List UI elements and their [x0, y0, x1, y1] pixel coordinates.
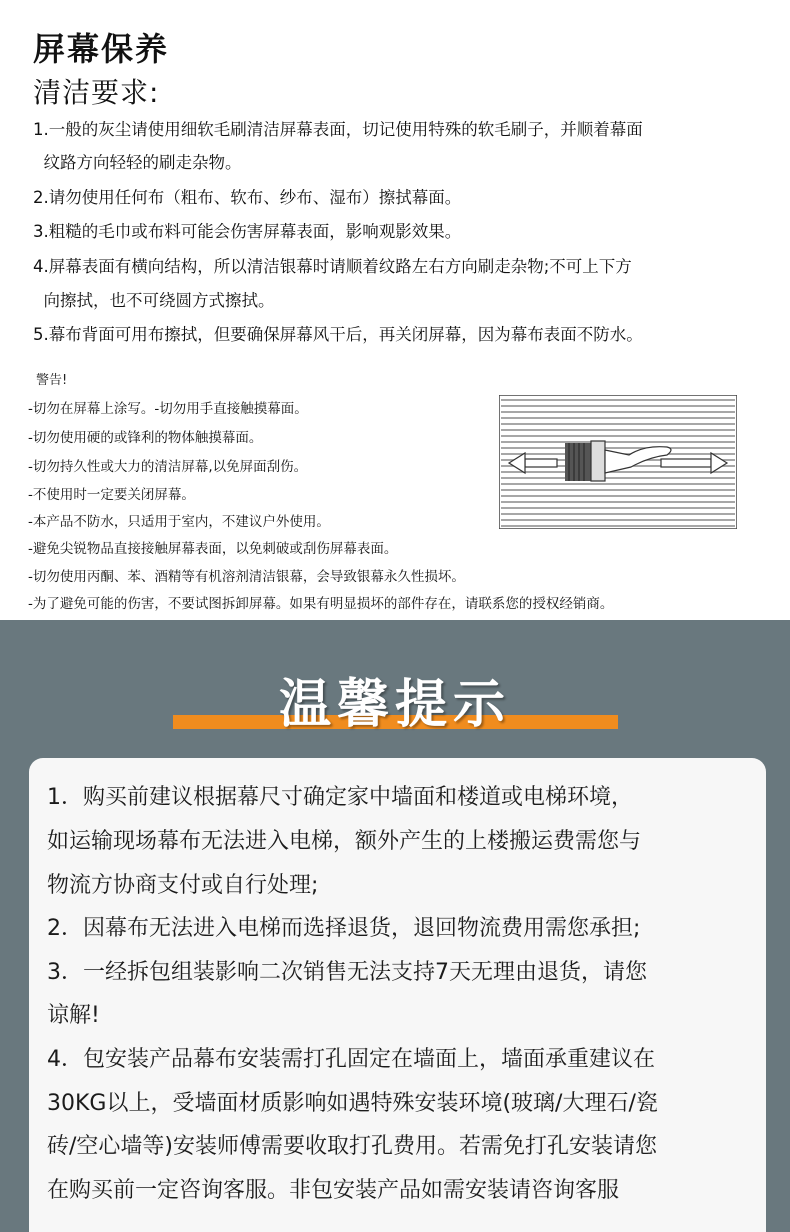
requirement-line: 5.幕布背面可用布擦拭，但要确保屏幕风干后，再关闭屏幕，因为幕布表面不防水。	[33, 325, 643, 344]
warning-line: -为了避免可能的伤害，不要试图拆卸屏幕。如果有明显损坏的部件存在，请联系您的授权经销商。	[28, 596, 614, 612]
tip-line: 4．包安装产品幕布安装需打孔固定在墙面上，墙面承重建议在	[47, 1047, 655, 1072]
requirement-line: 2.请勿使用任何布（粗布、软布、纱布、湿布）擦拭幕面。	[33, 188, 462, 207]
requirement-line: 3.粗糙的毛巾或布料可能会伤害屏幕表面，影响观影效果。	[33, 222, 462, 241]
warning-line: -不使用时一定要关闭屏幕。	[28, 487, 195, 503]
requirement-line: 1.一般的灰尘请使用细软毛刷清洁屏幕表面，切记使用特殊的软毛刷子，并顺着幕面	[33, 120, 643, 139]
warning-line: -切勿持久性或大力的清洁屏幕,以免屏面刮伤。	[28, 459, 308, 475]
tip-line: 砖/空心墙等)安装师傅需要收取打孔费用。若需免打孔安装请您	[47, 1134, 657, 1159]
tip-line: 物流方协商支付或自行处理;	[47, 873, 319, 898]
warning-line: -切勿使用硬的或锋利的物体触摸幕面。	[28, 430, 263, 446]
tip-line: 3．一经拆包组装影响二次销售无法支持7天无理由退货，请您	[47, 960, 647, 985]
warning-line: -避免尖锐物品直接接触屏幕表面，以免刺破或刮伤屏幕表面。	[28, 541, 398, 557]
requirement-line: 纹路方向轻轻的刷走杂物。	[33, 153, 242, 172]
warning-title: 警告!	[36, 373, 68, 388]
tip-line: 谅解!	[47, 1003, 100, 1028]
brush-cleaning-illustration	[499, 395, 737, 529]
warning-line: -切勿在屏幕上涂写。-切勿用手直接触摸幕面。	[28, 401, 308, 417]
tip-line: 在购买前一定咨询客服。非包安装产品如需安装请咨询客服	[47, 1178, 620, 1203]
warning-line: -本产品不防水，只适用于室内，不建议户外使用。	[28, 514, 330, 530]
warning-line: -切勿使用丙酮、苯、酒精等有机溶剂清洁银幕，会导致银幕永久性损坏。	[28, 569, 465, 585]
page-title: 屏幕保养	[33, 30, 170, 68]
tip-line: 2．因幕布无法进入电梯而选择退货，退回物流费用需您承担;	[47, 916, 641, 941]
cleaning-subtitle: 清洁要求:	[33, 76, 160, 109]
requirement-line: 4.屏幕表面有横向结构，所以清洁银幕时请顺着纹路左右方向刷走杂物;不可上下方	[33, 257, 632, 276]
tips-title: 温馨提示	[278, 675, 511, 735]
requirement-line: 向擦拭，也不可绕圆方式擦拭。	[33, 291, 275, 310]
tip-line: 如运输现场幕布无法进入电梯，额外产生的上楼搬运费需您与	[47, 829, 642, 854]
tip-line: 30KG以上，受墙面材质影响如遇特殊安装环境(玻璃/大理石/瓷	[47, 1091, 658, 1116]
tip-line: 1．购买前建议根据幕尺寸确定家中墙面和楼道或电梯环境，	[47, 785, 633, 810]
